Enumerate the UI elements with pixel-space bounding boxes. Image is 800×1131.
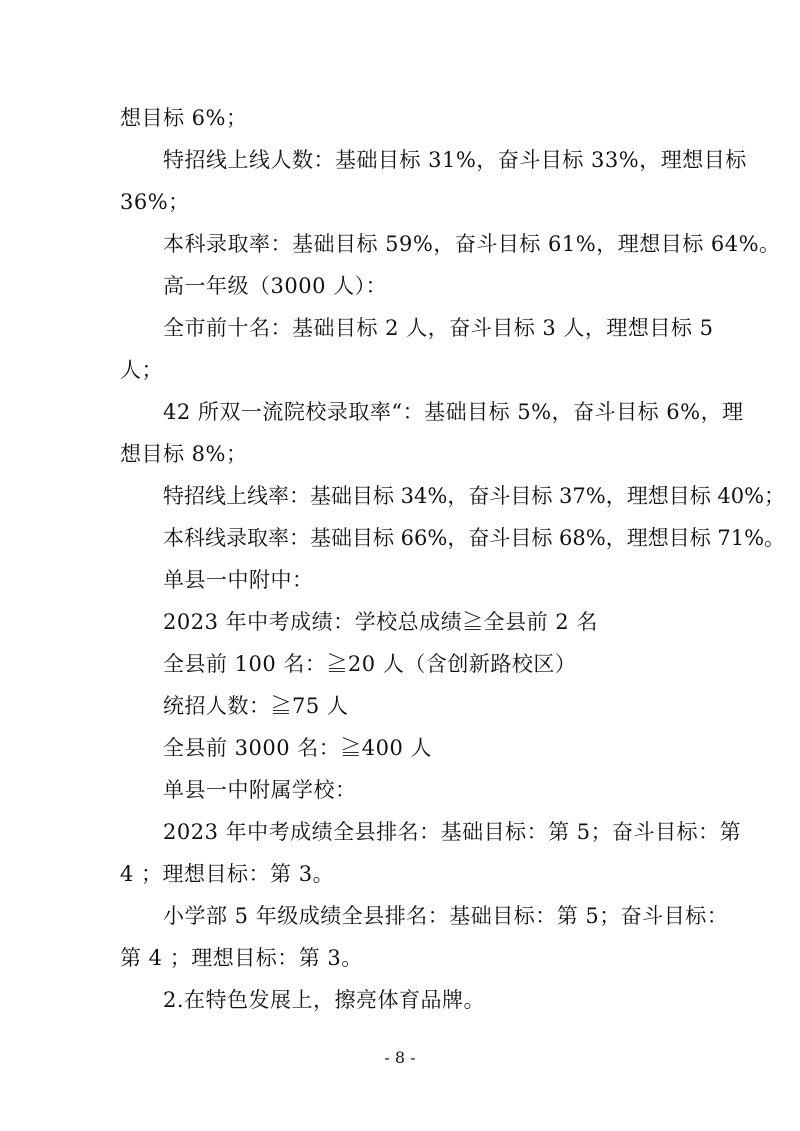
text-line-18: 2023 年中考成绩全县排名：基础目标：第 5；奋斗目标：第 — [163, 820, 742, 844]
text-line-13: 2023 年中考成绩：学校总成绩≧全县前 2 名 — [163, 610, 598, 634]
text-line-22: 2.在特色发展上，擦亮体育品牌。 — [163, 988, 486, 1012]
text-line-20: 小学部 5 年级成绩全县排名：基础目标：第 5；奋斗目标： — [163, 904, 729, 928]
text-line-2: 特招线上线人数：基础目标 31%，奋斗目标 33%，理想目标 — [163, 148, 747, 172]
text-line-14: 全县前 100 名：≧20 人（含创新路校区） — [163, 652, 577, 676]
text-line-8: 42 所双一流院校录取率“：基础目标 5%，奋斗目标 6%，理 — [163, 400, 744, 424]
text-line-11: 本科线录取率：基础目标 66%，奋斗目标 68%，理想目标 71%。 — [163, 526, 786, 550]
text-line-15: 统招人数：≧75 人 — [163, 694, 349, 718]
text-line-3: 36%； — [120, 190, 190, 214]
text-line-12: 单县一中附中： — [163, 568, 314, 592]
text-line-9: 想目标 8%； — [120, 442, 248, 466]
text-line-17: 单县一中附属学校： — [163, 778, 357, 802]
text-line-4: 本科录取率：基础目标 59%，奋斗目标 61%，理想目标 64%。 — [163, 232, 781, 256]
text-line-21: 第 4 ；理想目标：第 3。 — [120, 946, 363, 970]
page-number: - 8 - — [384, 1048, 416, 1067]
text-line-1: 想目标 6%； — [120, 106, 248, 130]
text-line-16: 全县前 3000 名：≧400 人 — [163, 736, 433, 760]
text-line-6: 全市前十名：基础目标 2 人，奋斗目标 3 人，理想目标 5 — [163, 316, 714, 340]
text-line-7: 人； — [120, 358, 163, 382]
text-line-10: 特招线上线率：基础目标 34%，奋斗目标 37%，理想目标 40%； — [163, 484, 786, 508]
text-line-19: 4 ；理想目标：第 3。 — [120, 862, 335, 886]
text-line-5: 高一年级（3000 人）： — [163, 274, 388, 298]
